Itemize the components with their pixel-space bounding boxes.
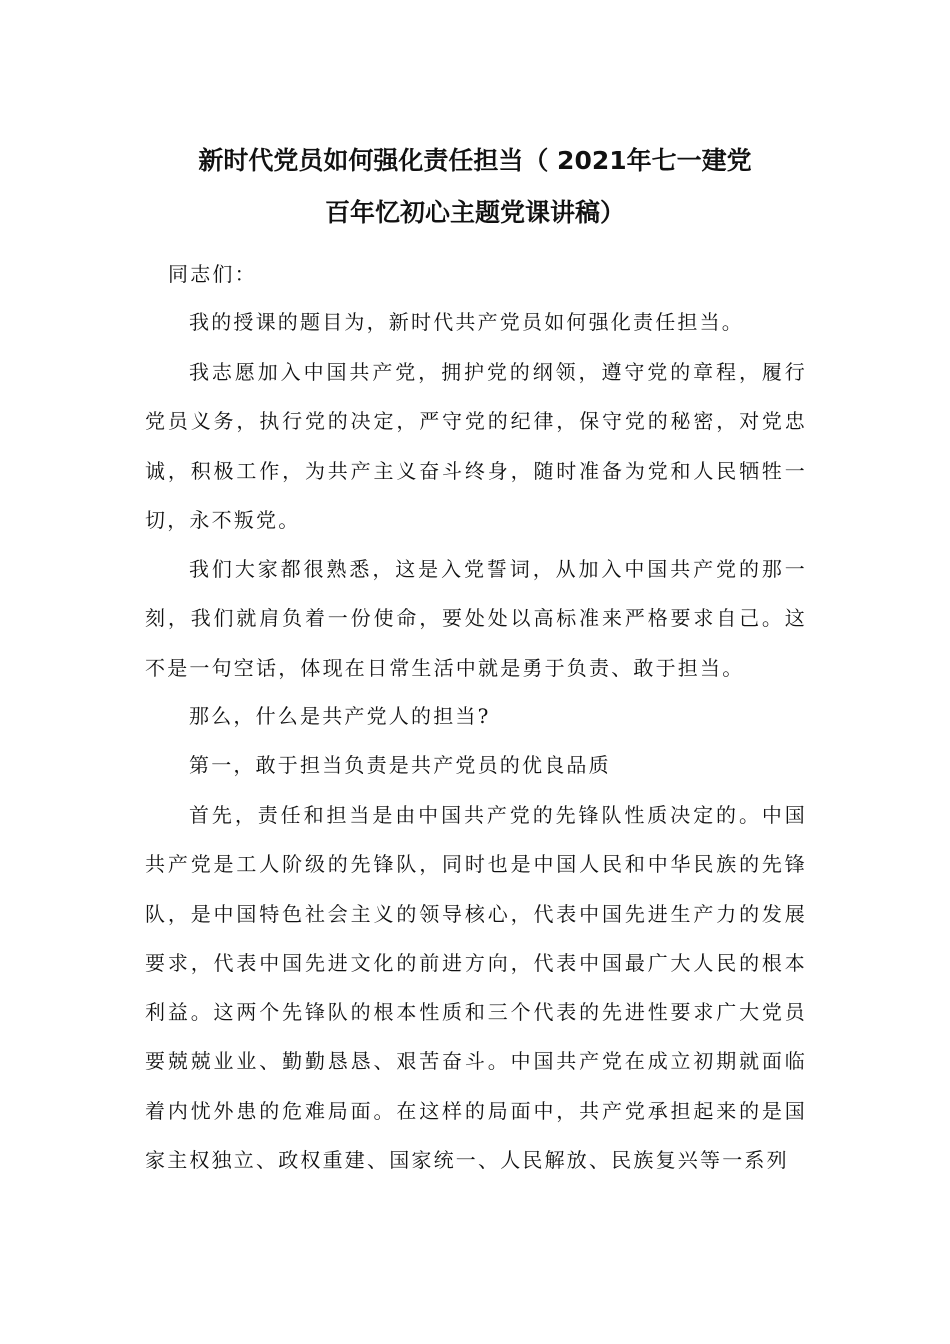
paragraph-vanguard: 首先，责任和担当是由中国共产党的先锋队性质决定的。中国共产党是工人阶级的先锋队，同时也是中国人民和中华民族的先锋队，是中国特色社会主义的领导核心，代表中国先进生产力的发展要求，代表中国先进文化的前进方向，代表中国最广大人民的根本利益。这两个先锋队的根本性质和三个代表的先进性要求广大党员要兢兢业业、勤勤恳恳、艰苦奋斗。中国共产党在成立初期就面临着内忧外患的危难局面。在这样的局面中，共产党承担起来的是国家主权独立、政权重建、国家统一、人民解放、民族复兴等一系列 [145, 803, 807, 1173]
section-heading-first: 第一，敢于担当负责是共产党员的优良品质 [189, 753, 611, 777]
greeting: 同志们： [168, 262, 257, 286]
paragraph-oath: 我志愿加入中国共产党，拥护党的纲领，遵守党的章程，履行党员义务，执行党的决定，严守党的纪律，保守党的秘密，对党忠诚，积极工作，为共产主义奋斗终身，随时准备为党和人民牺牲一切，永不叛党。 [145, 360, 807, 532]
document-title-line-2: 百年忆初心主题党课讲稿） [324, 198, 625, 227]
paragraph-oath-explanation: 我们大家都很熟悉，这是入党誓词，从加入中国共产党的那一刻，我们就肩负着一份使命，要处处以高标准来严格要求自己。这不是一句空话，体现在日常生活中就是勇于负责、敢于担当。 [145, 557, 807, 680]
paragraph-topic: 我的授课的题目为，新时代共产党员如何强化责任担当。 [189, 310, 744, 334]
document-title-line-1: 新时代党员如何强化责任担当（ 2021年七一建党 [198, 146, 752, 175]
paragraph-question: 那么，什么是共产党人的担当? [189, 704, 491, 728]
